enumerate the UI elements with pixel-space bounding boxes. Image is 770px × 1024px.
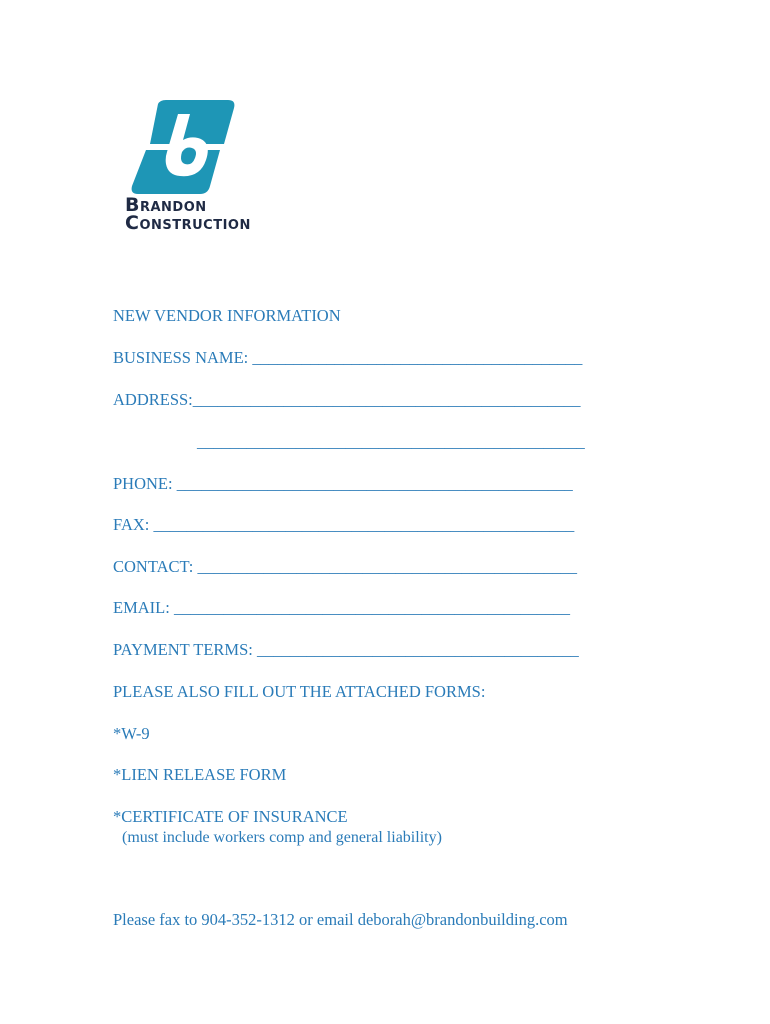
email-field[interactable]: EMAIL: ________________________________________________ <box>113 598 570 617</box>
form-item-w9: *W-9 <box>113 724 150 743</box>
brandon-b-logo-icon <box>120 100 240 195</box>
form-item-certificate-of-insurance: *CERTIFICATE OF INSURANCE <box>113 807 348 826</box>
form-title: NEW VENDOR INFORMATION <box>113 306 341 325</box>
attached-forms-heading: PLEASE ALSO FILL OUT THE ATTACHED FORMS: <box>113 682 486 701</box>
logo-wordmark-line1: Brandon <box>125 194 207 216</box>
company-logo <box>120 100 295 240</box>
logo-wordmark-line2: Construction <box>125 212 251 234</box>
phone-field[interactable]: PHONE: ________________________________________________ <box>113 474 573 493</box>
logo-wordmark-construction <box>125 214 295 233</box>
business-name-field[interactable]: BUSINESS NAME: ________________________________________ <box>113 348 583 367</box>
footer-instructions: Please fax to 904-352-1312 or email deborah@brandonbuilding.com <box>113 910 568 929</box>
contact-field[interactable]: CONTACT: ______________________________________________ <box>113 557 577 576</box>
payment-terms-field[interactable]: PAYMENT TERMS: _______________________________________ <box>113 640 579 659</box>
insurance-note: (must include workers comp and general liability) <box>122 829 442 846</box>
address-field-line2[interactable]: _______________________________________________ <box>197 432 585 451</box>
fax-field[interactable]: FAX: ___________________________________________________ <box>113 515 575 534</box>
form-item-lien-release: *LIEN RELEASE FORM <box>113 765 287 784</box>
address-field-line1[interactable]: ADDRESS:_______________________________________________ <box>113 390 581 409</box>
